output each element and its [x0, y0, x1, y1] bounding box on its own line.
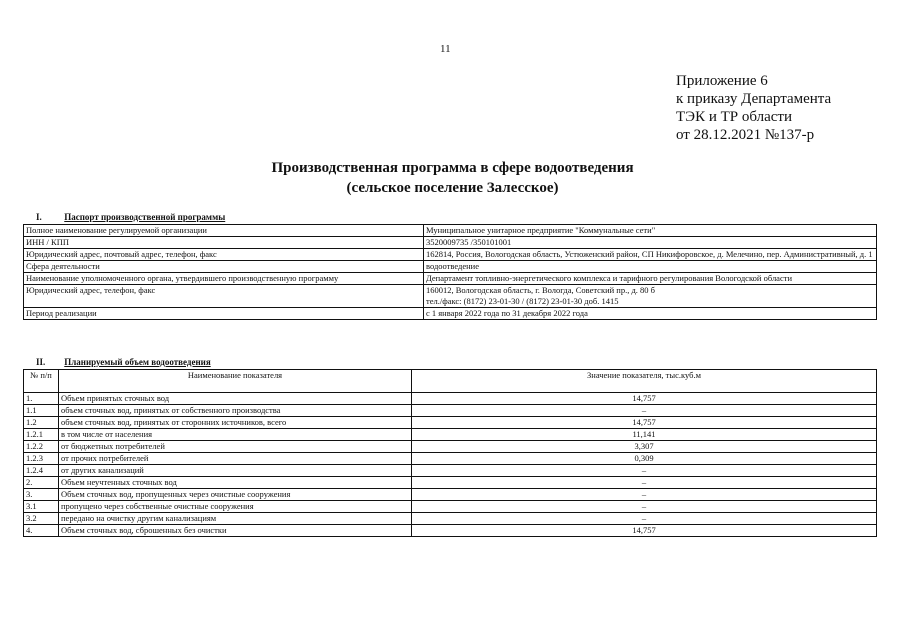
- passport-label: ИНН / КПП: [24, 237, 424, 249]
- approval-line-3: ТЭК и ТР области: [676, 109, 792, 125]
- approval-line-1: Приложение 6: [676, 73, 768, 89]
- title-line-2: (сельское поселение Залесское): [346, 180, 559, 196]
- row-name: в том числе от населения: [59, 429, 412, 441]
- passport-address-line: 160012, Вологодская область, г. Вологда, Советский пр., д. 80 б: [426, 285, 656, 295]
- row-value: 3,307: [412, 441, 877, 453]
- row-value: –: [412, 405, 877, 417]
- row-name: Объем сточных вод, сброшенных без очистки: [59, 525, 412, 537]
- title-line-1: Производственная программа в сфере водоотведения: [271, 160, 634, 176]
- table-row: [24, 405, 877, 417]
- row-value: 14,757: [412, 393, 877, 405]
- table-row: [24, 501, 877, 513]
- table-row: [24, 465, 877, 477]
- passport-value: 162814, Россия, Вологодская область, Устюженский район, СП Никифоровское, д. Мелечино, пер. Административный, д. 1: [424, 249, 877, 261]
- table-row: [24, 429, 877, 441]
- header-value: Значение показателя, тыс.куб.м: [412, 370, 877, 393]
- table-row: [24, 249, 877, 261]
- passport-phone-line: тел./факс: (8172) 23-01-30 / (8172) 23-01-30 доб. 1415: [426, 296, 619, 306]
- table-row: [24, 225, 877, 237]
- passport-label: Сфера деятельности: [24, 261, 424, 273]
- row-name: передано на очистку другим канализациям: [59, 513, 412, 525]
- row-value: 14,757: [412, 417, 877, 429]
- section-1-title: Паспорт производственной программы: [64, 212, 226, 222]
- row-value: –: [412, 477, 877, 489]
- approval-block: [676, 72, 831, 144]
- table-header-row: [24, 370, 877, 393]
- row-name: Объем неучтенных сточных вод: [59, 477, 412, 489]
- table-row: [24, 489, 877, 501]
- row-num: 1.1: [24, 405, 59, 417]
- row-num: 1.2.2: [24, 441, 59, 453]
- passport-label: Юридический адрес, почтовый адрес, телефон, факс: [24, 249, 424, 261]
- table-row: [24, 261, 877, 273]
- passport-value: водоотведение: [424, 261, 877, 273]
- passport-label: Юридический адрес, телефон, факс: [24, 285, 424, 308]
- table-row: [24, 393, 877, 405]
- passport-value: Муниципальное унитарное предприятие "Коммунальные сети": [424, 225, 877, 237]
- section-1-heading: [36, 212, 225, 222]
- document-title: [0, 158, 905, 198]
- row-name: объем сточных вод, принятых от собственного производства: [59, 405, 412, 417]
- passport-label: Полное наименование регулируемой организации: [24, 225, 424, 237]
- row-value: 11,141: [412, 429, 877, 441]
- passport-label: Наименование уполномоченного органа, утвердившего производственную программу: [24, 273, 424, 285]
- passport-value: Департамент топливно-энергетического комплекса и тарифного регулирования Вологодской области: [424, 273, 877, 285]
- row-value: –: [412, 513, 877, 525]
- passport-value: с 1 января 2022 года по 31 декабря 2022 года: [424, 308, 877, 320]
- table-row: [24, 525, 877, 537]
- passport-table: [23, 224, 877, 320]
- table-row: [24, 308, 877, 320]
- approval-line-2: к приказу Департамента: [676, 91, 832, 107]
- section-2-number: II.: [36, 357, 46, 367]
- row-name: от других канализаций: [59, 465, 412, 477]
- row-name: от прочих потребителей: [59, 453, 412, 465]
- row-value: –: [412, 501, 877, 513]
- header-num: № п/п: [24, 370, 59, 393]
- passport-value: [424, 285, 877, 308]
- row-value: –: [412, 489, 877, 501]
- row-num: 4.: [24, 525, 59, 537]
- row-num: 3.2: [24, 513, 59, 525]
- row-value: 14,757: [412, 525, 877, 537]
- row-num: 1.: [24, 393, 59, 405]
- table-row: [24, 453, 877, 465]
- table-row: [24, 513, 877, 525]
- row-value: –: [412, 465, 877, 477]
- row-name: Объем сточных вод, пропущенных через очистные сооружения: [59, 489, 412, 501]
- row-num: 3.: [24, 489, 59, 501]
- row-num: 1.2.4: [24, 465, 59, 477]
- header-name: Наименование показателя: [59, 370, 412, 393]
- row-num: 2.: [24, 477, 59, 489]
- row-name: Объем принятых сточных вод: [59, 393, 412, 405]
- table-row: [24, 273, 877, 285]
- table-row: [24, 285, 877, 308]
- passport-value: 3520009735 /350101001: [424, 237, 877, 249]
- row-name: объем сточных вод, принятых от сторонних источников, всего: [59, 417, 412, 429]
- table-row: [24, 237, 877, 249]
- volume-table: [23, 369, 877, 537]
- row-num: 1.2: [24, 417, 59, 429]
- row-value: 0,309: [412, 453, 877, 465]
- row-num: 3.1: [24, 501, 59, 513]
- table-row: [24, 477, 877, 489]
- row-num: 1.2.3: [24, 453, 59, 465]
- row-name: пропущено через собственные очистные сооружения: [59, 501, 412, 513]
- section-2-heading: [36, 357, 211, 367]
- table-row: [24, 441, 877, 453]
- page-number: 11: [440, 43, 451, 55]
- section-1-number: I.: [36, 212, 42, 222]
- section-2-title: Планируемый объем водоотведения: [64, 357, 211, 367]
- row-num: 1.2.1: [24, 429, 59, 441]
- row-name: от бюджетных потребителей: [59, 441, 412, 453]
- approval-line-4: от 28.12.2021 №137-р: [676, 127, 815, 143]
- passport-label: Период реализации: [24, 308, 424, 320]
- table-row: [24, 417, 877, 429]
